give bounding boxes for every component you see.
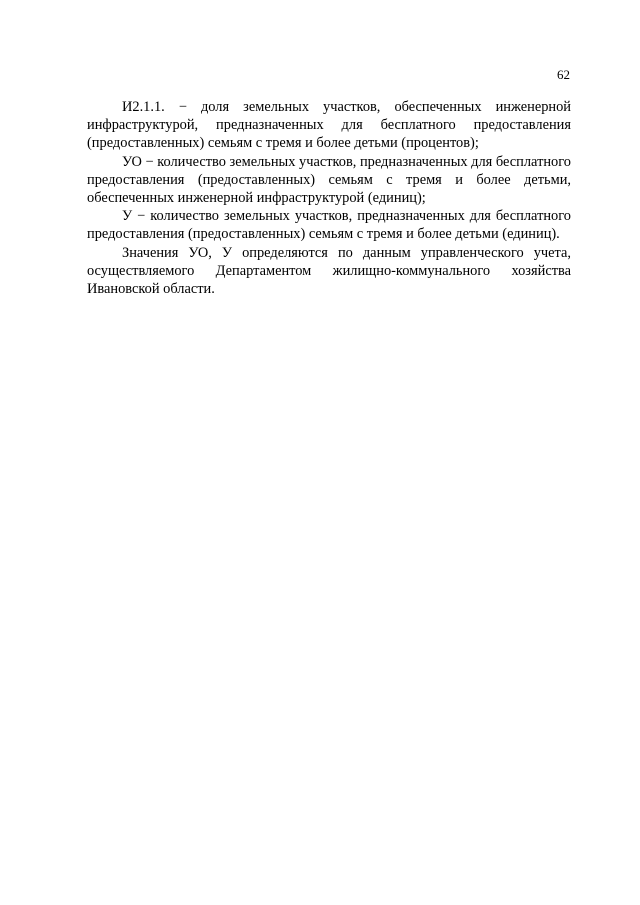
paragraph-data-source: Значения УО, У определяются по данным управленческого учета, осуществляемого Департаментом жилищно-коммунального хозяйства Ивановской области. [87,244,571,298]
page-number: 62 [557,67,570,82]
paragraph-u-definition: У − количество земельных участков, предназначенных для бесплатного предоставления (предоставленных) семьям с тремя и более детьми (единиц). [87,208,571,243]
document-body [87,98,571,298]
paragraph-uo-definition: УО − количество земельных участков, предназначенных для бесплатного предоставления (предоставленных) семьям с тремя и более детьми, обеспеченных инженерной инфраструктурой (единиц); [87,153,571,207]
paragraph-indicator-definition: И2.1.1. − доля земельных участков, обеспеченных инженерной инфраструктурой, предназначенных для бесплатного предоставления (предоставленных) семьям с тремя и более детьми (процентов); [87,99,571,152]
